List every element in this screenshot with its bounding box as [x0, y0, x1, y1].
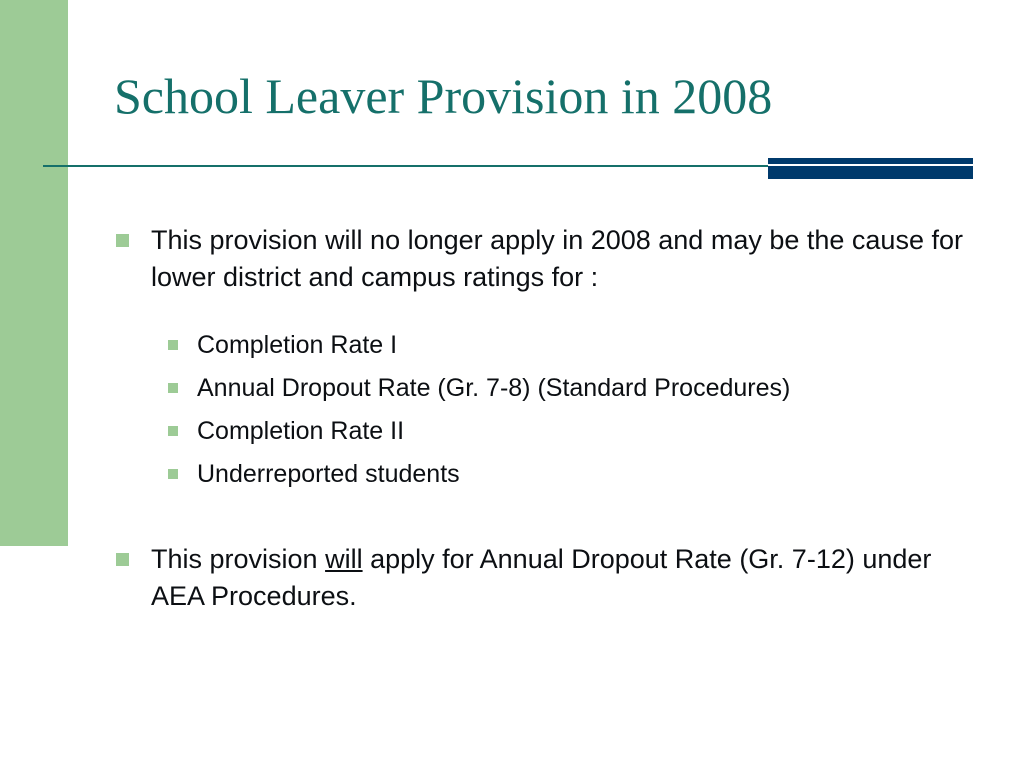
sub-bullet-text: Annual Dropout Rate (Gr. 7-8) (Standard Procedures): [197, 374, 791, 402]
square-bullet-icon: [168, 469, 178, 479]
sub-bullet-item: [197, 330, 977, 360]
sub-bullet-item: [197, 373, 977, 403]
bullet-item: [151, 222, 981, 296]
square-bullet-icon: [168, 383, 178, 393]
sub-bullet-text: Underreported students: [197, 460, 460, 488]
square-bullet-icon: [116, 553, 129, 566]
bullet-text-start: This provision: [151, 544, 326, 574]
sub-bullet-item: [197, 416, 977, 446]
square-bullet-icon: [116, 234, 129, 247]
square-bullet-icon: [168, 340, 178, 350]
sub-bullet-text: Completion Rate II: [197, 417, 405, 445]
sub-bullet-item: [197, 459, 977, 489]
bullet-text-end: apply for Annual Dropout Rate (Gr. 7-12) under AEA Procedures.: [151, 544, 932, 611]
side-accent-bar: [0, 0, 68, 546]
slide-title: School Leaver Provision in 2008: [114, 68, 773, 124]
bullet-emphasis: will: [325, 544, 363, 574]
title-divider-line: [43, 165, 770, 167]
title-divider-block: [768, 158, 973, 179]
bullet-text: This provision will no longer apply in 2008 and may be the cause for lower district and campus ratings for :: [151, 225, 963, 292]
sub-bullet-text: Completion Rate I: [197, 331, 398, 359]
square-bullet-icon: [168, 426, 178, 436]
bullet-item: [151, 541, 981, 615]
